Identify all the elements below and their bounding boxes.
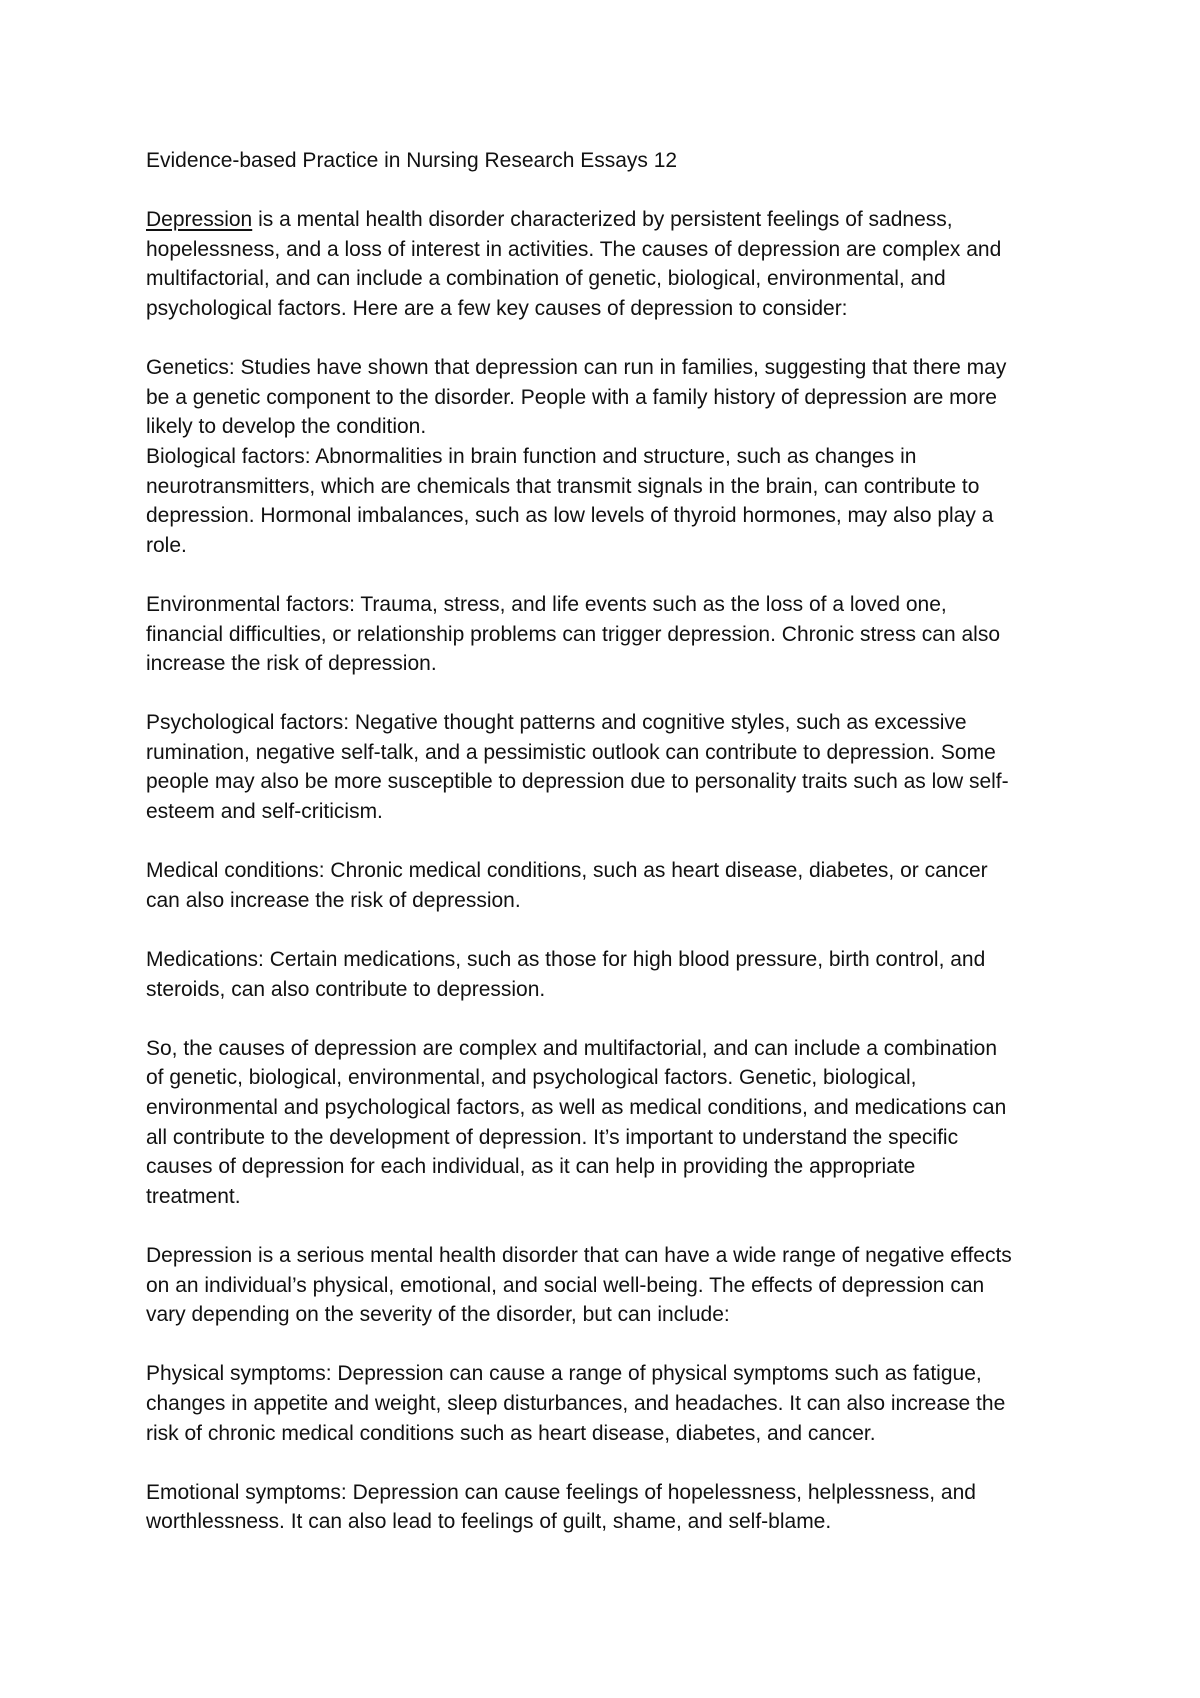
paragraph-gap <box>146 1448 1076 1478</box>
effects-intro-line: Depression is a serious mental health disorder that can have a wide range of negative effects <box>146 1243 1012 1267</box>
biological-line: neurotransmitters, which are chemicals that transmit signals in the brain, can contribute to <box>146 474 980 498</box>
genetics-paragraph <box>146 353 1076 442</box>
summary-line: causes of depression for each individual, as it can help in providing the appropriate <box>146 1155 916 1179</box>
physical-line: changes in appetite and weight, sleep disturbances, and headaches. It can also increase the <box>146 1391 1006 1415</box>
paragraph-gap <box>146 827 1076 857</box>
summary-paragraph <box>146 1034 1076 1212</box>
paragraph-gap <box>146 1330 1076 1360</box>
psychological-line: esteem and self-criticism. <box>146 800 383 824</box>
psychological-line: rumination, negative self-talk, and a pessimistic outlook can contribute to depression. Some <box>146 740 996 764</box>
emotional-line: worthlessness. It can also lead to feelings of guilt, shame, and self-blame. <box>146 1510 832 1534</box>
genetics-line: be a genetic component to the disorder. People with a family history of depression are more <box>146 385 997 409</box>
medical-line: can also increase the risk of depression. <box>146 888 521 912</box>
emotional-line: Emotional symptoms: Depression can cause feelings of hopelessness, helplessness, and <box>146 1480 976 1504</box>
intro-line <box>146 205 1076 235</box>
biological-paragraph <box>146 442 1076 560</box>
paragraph-gap <box>146 679 1076 709</box>
psychological-line: people may also be more susceptible to depression due to personality traits such as low self- <box>146 770 1009 794</box>
physical-line: risk of chronic medical conditions such as heart disease, diabetes, and cancer. <box>146 1421 876 1445</box>
emotional-paragraph <box>146 1478 1076 1537</box>
environmental-line: increase the risk of depression. <box>146 652 437 676</box>
paragraph-gap <box>146 176 1076 206</box>
document-body <box>146 146 1076 1537</box>
intro-paragraph <box>146 205 1076 323</box>
paragraph-gap <box>146 1004 1076 1034</box>
biological-line: role. <box>146 533 187 557</box>
intro-line: multifactorial, and can include a combination of genetic, biological, environmental, and <box>146 267 946 291</box>
effects-intro-line: vary depending on the severity of the disorder, but can include: <box>146 1303 730 1327</box>
effects-intro-paragraph <box>146 1241 1076 1330</box>
summary-line: treatment. <box>146 1184 241 1208</box>
environmental-line: Environmental factors: Trauma, stress, and life events such as the loss of a loved one, <box>146 592 947 616</box>
medical-line: Medical conditions: Chronic medical conditions, such as heart disease, diabetes, or cancer <box>146 859 988 883</box>
medications-line: Medications: Certain medications, such as those for high blood pressure, birth control, and <box>146 948 986 972</box>
genetics-line: likely to develop the condition. <box>146 415 427 439</box>
paragraph-gap <box>146 915 1076 945</box>
medications-line: steroids, can also contribute to depression. <box>146 977 546 1001</box>
paragraph-gap <box>146 1211 1076 1241</box>
physical-line: Physical symptoms: Depression can cause a range of physical symptoms such as fatigue, <box>146 1362 982 1386</box>
summary-line: of genetic, biological, environmental, and psychological factors. Genetic, biological, <box>146 1066 917 1090</box>
summary-line: environmental and psychological factors, as well as medical conditions, and medications can <box>146 1096 1007 1119</box>
document-title: Evidence-based Practice in Nursing Research Essays 12 <box>146 149 678 172</box>
medications-paragraph <box>146 945 1076 1004</box>
genetics-line: Genetics: Studies have shown that depression can run in families, suggesting that there may <box>146 356 1007 380</box>
summary-line: So, the causes of depression are complex and multifactorial, and can include a combination <box>146 1036 997 1060</box>
environmental-line: financial difficulties, or relationship problems can trigger depression. Chronic stress can also <box>146 622 1001 646</box>
depression-keyword[interactable]: Depression <box>146 208 253 232</box>
intro-line-text: is a mental health disorder characterized by persistent feelings of sadness, <box>252 208 953 232</box>
summary-line: all contribute to the development of depression. It’s important to understand the specific <box>146 1125 959 1149</box>
biological-line: Biological factors: Abnormalities in brain function and structure, such as changes in <box>146 444 917 468</box>
intro-line: psychological factors. Here are a few key causes of depression to consider: <box>146 296 848 320</box>
biological-line: depression. Hormonal imbalances, such as low levels of thyroid hormones, may also play a <box>146 504 994 528</box>
intro-line: hopelessness, and a loss of interest in activities. The causes of depression are complex and <box>146 237 1002 261</box>
paragraph-gap <box>146 324 1076 354</box>
paragraph-gap <box>146 560 1076 590</box>
effects-intro-line: on an individual’s physical, emotional, and social well-being. The effects of depression can <box>146 1273 985 1297</box>
psychological-paragraph <box>146 708 1076 826</box>
medical-paragraph <box>146 856 1076 915</box>
psychological-line: Psychological factors: Negative thought patterns and cognitive styles, such as excessive <box>146 711 967 735</box>
environmental-paragraph <box>146 590 1076 679</box>
physical-paragraph <box>146 1359 1076 1448</box>
